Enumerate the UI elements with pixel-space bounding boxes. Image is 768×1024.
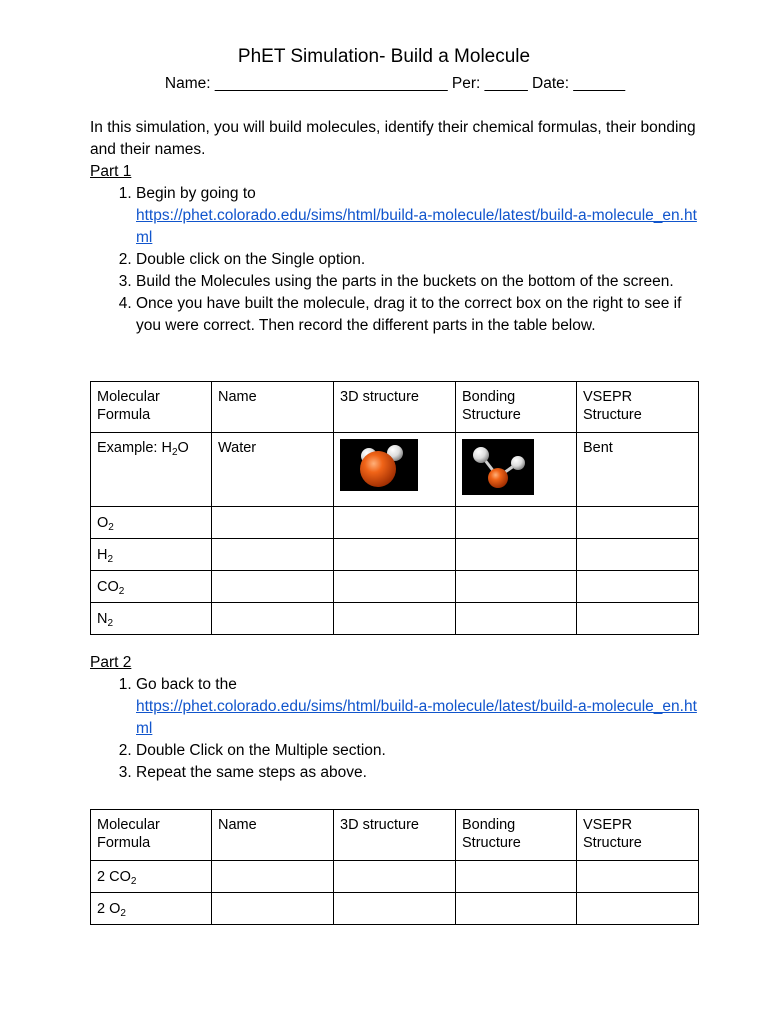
table-row — [91, 571, 699, 603]
part1-step-3: 3. Build the Molecules using the parts in the buckets on the bottom of the screen. — [136, 271, 700, 293]
example-3d-cell — [334, 433, 456, 507]
part2-table — [90, 809, 699, 925]
name-cell — [212, 571, 334, 603]
part2-step-2: 2. Double Click on the Multiple section. — [136, 740, 700, 762]
water-3d-model-icon — [340, 439, 418, 491]
name-cell — [212, 893, 334, 925]
formula-2co2: 2 $CO_2$ — [91, 861, 212, 893]
name-cell — [212, 539, 334, 571]
formula-2o2: 2 $O_2$ — [91, 893, 212, 925]
bonding-structure-cell — [456, 861, 577, 893]
example-bonding-cell — [456, 433, 577, 507]
3d-structure-cell — [334, 571, 456, 603]
name-cell — [212, 603, 334, 635]
table-row — [91, 539, 699, 571]
table-row — [91, 893, 699, 925]
bonding-structure-cell — [456, 603, 577, 635]
phet-simulation-link-2[interactable]: https://phet.colorado.edu/sims/html/build-a-molecule/latest/build-a-molecule_en.html — [136, 698, 697, 737]
part1-step-1-text: Begin by going to — [136, 185, 256, 202]
formula-co2: $CO_2$ — [91, 571, 212, 603]
part2-steps — [114, 674, 700, 784]
bonding-structure-cell — [456, 507, 577, 539]
example-name: Water — [212, 433, 334, 507]
part1-step-4: 4. Once you have built the molecule, drag it to the correct box on the right to see if you were correct. Then record the different parts in the table below. — [136, 293, 700, 337]
table-row — [91, 861, 699, 893]
header-vsepr-structure: VSEPR Structure — [577, 382, 699, 433]
header-3d-structure: 3D structure — [334, 810, 456, 861]
example-formula: Example: $H_2O$ — [91, 433, 212, 507]
example-vsepr: Bent — [577, 433, 699, 507]
part2-step-3: 3. Repeat the same steps as above. — [136, 762, 700, 784]
vsepr-structure-cell — [577, 603, 699, 635]
name-per-date-line: Name: ___________________________ Per: _____ Date: ______ — [164, 75, 626, 92]
table-header-row — [91, 810, 699, 861]
table-row — [91, 603, 699, 635]
part2-step-1-text: Go back to the — [136, 676, 237, 693]
part1-table — [90, 381, 699, 635]
vsepr-structure-cell — [577, 571, 699, 603]
intro-paragraph: In this simulation, you will build molecules, identify their chemical formulas, their bonding and their names. — [90, 119, 696, 158]
vsepr-structure-cell — [577, 861, 699, 893]
3d-structure-cell — [334, 507, 456, 539]
part1-step-1 — [136, 183, 700, 249]
header-name: Name — [212, 810, 334, 861]
header-name: Name — [212, 382, 334, 433]
name-cell — [212, 861, 334, 893]
page-title: PhET Simulation- Build a Molecule — [237, 46, 531, 67]
header-vsepr-structure: VSEPR Structure — [577, 810, 699, 861]
table-header-row — [91, 382, 699, 433]
part1-heading: Part 1 — [90, 163, 132, 180]
3d-structure-cell — [334, 893, 456, 925]
phet-simulation-link[interactable]: https://phet.colorado.edu/sims/html/build-a-molecule/latest/build-a-molecule_en.html — [136, 207, 697, 246]
header-molecular-formula: Molecular Formula — [91, 382, 212, 433]
header-molecular-formula: Molecular Formula — [91, 810, 212, 861]
bonding-structure-cell — [456, 539, 577, 571]
header-bonding-structure: Bonding Structure — [456, 810, 577, 861]
header-bonding-structure: Bonding Structure — [456, 382, 577, 433]
3d-structure-cell — [334, 539, 456, 571]
bonding-structure-cell — [456, 571, 577, 603]
vsepr-structure-cell — [577, 893, 699, 925]
formula-h2: $H_2$ — [91, 539, 212, 571]
part1-step-2: 2. Double click on the Single option. — [136, 249, 700, 271]
part1-steps — [114, 183, 700, 337]
part2-step-1 — [136, 674, 700, 740]
water-ball-and-stick-icon — [462, 439, 534, 495]
part2-heading: Part 2 — [90, 654, 132, 671]
formula-o2: $O_2$ — [91, 507, 212, 539]
3d-structure-cell — [334, 603, 456, 635]
formula-n2: $N_2$ — [91, 603, 212, 635]
vsepr-structure-cell — [577, 507, 699, 539]
name-cell — [212, 507, 334, 539]
header-3d-structure: 3D structure — [334, 382, 456, 433]
example-row — [91, 433, 699, 507]
bonding-structure-cell — [456, 893, 577, 925]
3d-structure-cell — [334, 861, 456, 893]
table-row — [91, 507, 699, 539]
vsepr-structure-cell — [577, 539, 699, 571]
